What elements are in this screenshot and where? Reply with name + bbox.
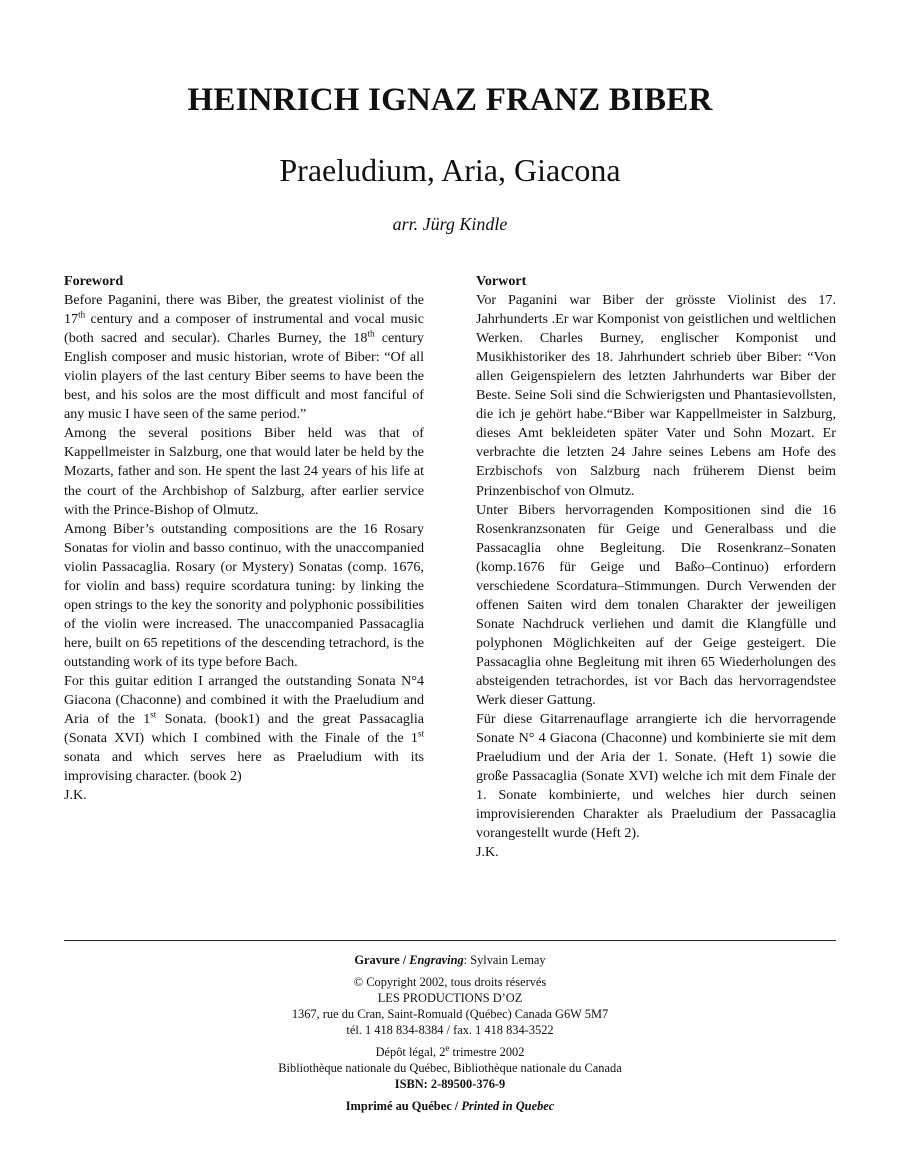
copyright-line: © Copyright 2002, tous droits réservés — [353, 975, 547, 989]
foreword-heading: Foreword — [64, 273, 124, 289]
foreword-paragraph-2: Among the several positions Biber held was that of Kappellmeister in Salzburg, one that would later be held by the Mozarts, father and son. He spent the last 24 years of his life at the court of the Archbishop of Salzburg, after earlier service with the Prince-Bishop of Olmutz. — [64, 425, 424, 518]
engraving-credit: Gravure / Engraving: Sylvain Lemay — [354, 953, 546, 967]
foreword-paragraph-4: For this guitar edition I arranged the outstanding Sonata N°4 Giacona (Chaconne) and combined it with the Praeludium and Aria of the 1st Sonata. (book1) and the great Passacaglia (Sonata XVI) which I combined with the Finale of the 1st sonata and which serves here as Praeludium with its improvising character. (book 2) — [64, 672, 424, 785]
publisher-name: LES PRODUCTIONS D’OZ — [377, 991, 523, 1005]
vorwort-heading: Vorwort — [476, 273, 527, 289]
foreword-paragraph-3: Among Biber’s outstanding compositions are the 16 Rosary Sonatas for violin and basso continuo, with the unaccompanied violin Passacaglia. Rosary (or Mystery) Sonatas (comp. 1676, for violin and bass) require scordatura tuning: by linking the open strings to the key the sonority and polyphonic possibilities of the violin were increased. The unaccompanied Passacaglia here, built on 65 repetitions of the descending tetrachord, is the outstanding work of its type before Bach. — [64, 520, 424, 670]
foreword-signature: J.K. — [64, 787, 87, 804]
vorwort-paragraph-2: Unter Bibers hervorragenden Kompositionen sind die 16 Rosenkranzsonaten für Geige und Generalbass und die Passacaglia ohne Begleitung. Die Rosenkranz–Sonaten (komp.1676 für Geige und Baßo–Continuo) erfordern verschiedene Scordatura–Stimmungen. Durch Verwenden der offenen Saiten wird dem tonalen Charakter der jeweiligen Sonate Nachdruck verliehen und damit die Klangfülle und polyphonen Möglichkeiten auf der Geige gesteigert. Die Passacaglia ohne Begleitung mit ihren 65 Wiederholungen des absteigenden tetrachordes, ist vor Bach das hervorragendstee Werk dieser Gattung. — [476, 501, 836, 709]
publisher-address: 1367, rue du Cran, Saint-Romuald (Québec) Canada G6W 5M7 — [291, 1007, 609, 1021]
vorwort-paragraph-1: Vor Paganini war Biber der grösste Violinist des 17. Jahrhunderts .Er war Komponist von geistlichen und weltlichen Werken. Charles Burney, englischer Komponist und Musikhistoriker des 18. Jahrhundert schrieb über Biber: “Von allen Geigenspielern des letzten Jahrhunderts war Biber der Beste. Seine Soli sind die Schwierigsten und Phantasievollsten, die ich je gehört habe.“Biber war Kappellmeister in Salzburg, dieses Amt bekleideten später Vater und Sohn Mozart. Er verbrachte die letzten 24 Jahre seines Lebens am Hofe des Erzbischofs von Salzburg nach früherem Dienst beim Prinzenbischof von Olmutz. — [476, 292, 836, 499]
publisher-phone: tél. 1 418 834-8384 / fax. 1 418 834-3522 — [346, 1023, 554, 1037]
foreword-paragraph-1: Before Paganini, there was Biber, the greatest violinist of the 17th century and a composer of instrumental and vocal music (both sacred and secular). Charles Burney, the 18th century English composer and music historian, wrote of Biber: “Of all violin players of the last century Biber seems to have been the best, and his solos are the most difficult and most fanciful of any music I have seen of the same period.” — [64, 292, 424, 423]
printed-in-line: Imprimé au Québec / Printed in Quebec — [345, 1099, 555, 1113]
libraries-line: Bibliothèque nationale du Québec, Bibliothèque nationale du Canada — [278, 1061, 622, 1075]
colophon — [0, 952, 900, 1114]
vorwort-paragraph-3: Für diese Gitarrenauflage arrangierte ich die hervorragende Sonate N° 4 Giacona (Chaconne) und kombinierte sie mit dem Praeludium und der Aria der 1. Sonate. (Heft 1) sowie die große Passacaglia (Sonate XVI) welche ich mit dem Finale der 1. Sonate kombinierte, und welches hier durch seinen improvisierenden Charakter als Praeludium der Passacaglia vorangestellt wurde (Heft 2). — [476, 711, 836, 842]
divider-rule — [64, 940, 836, 941]
legal-deposit: Dépôt légal, 2e trimestre 2002 — [375, 1042, 525, 1059]
vorwort-signature: J.K. — [476, 844, 499, 861]
foreword-column — [64, 272, 424, 805]
piece-title: Praeludium, Aria, Giacona — [279, 152, 621, 188]
isbn-line: ISBN: 2-89500-376-9 — [394, 1077, 506, 1091]
arranger-credit: arr. Jürg Kindle — [392, 214, 508, 234]
composer-name: HEINRICH IGNAZ FRANZ BIBER — [187, 82, 713, 118]
vorwort-column — [476, 272, 836, 862]
